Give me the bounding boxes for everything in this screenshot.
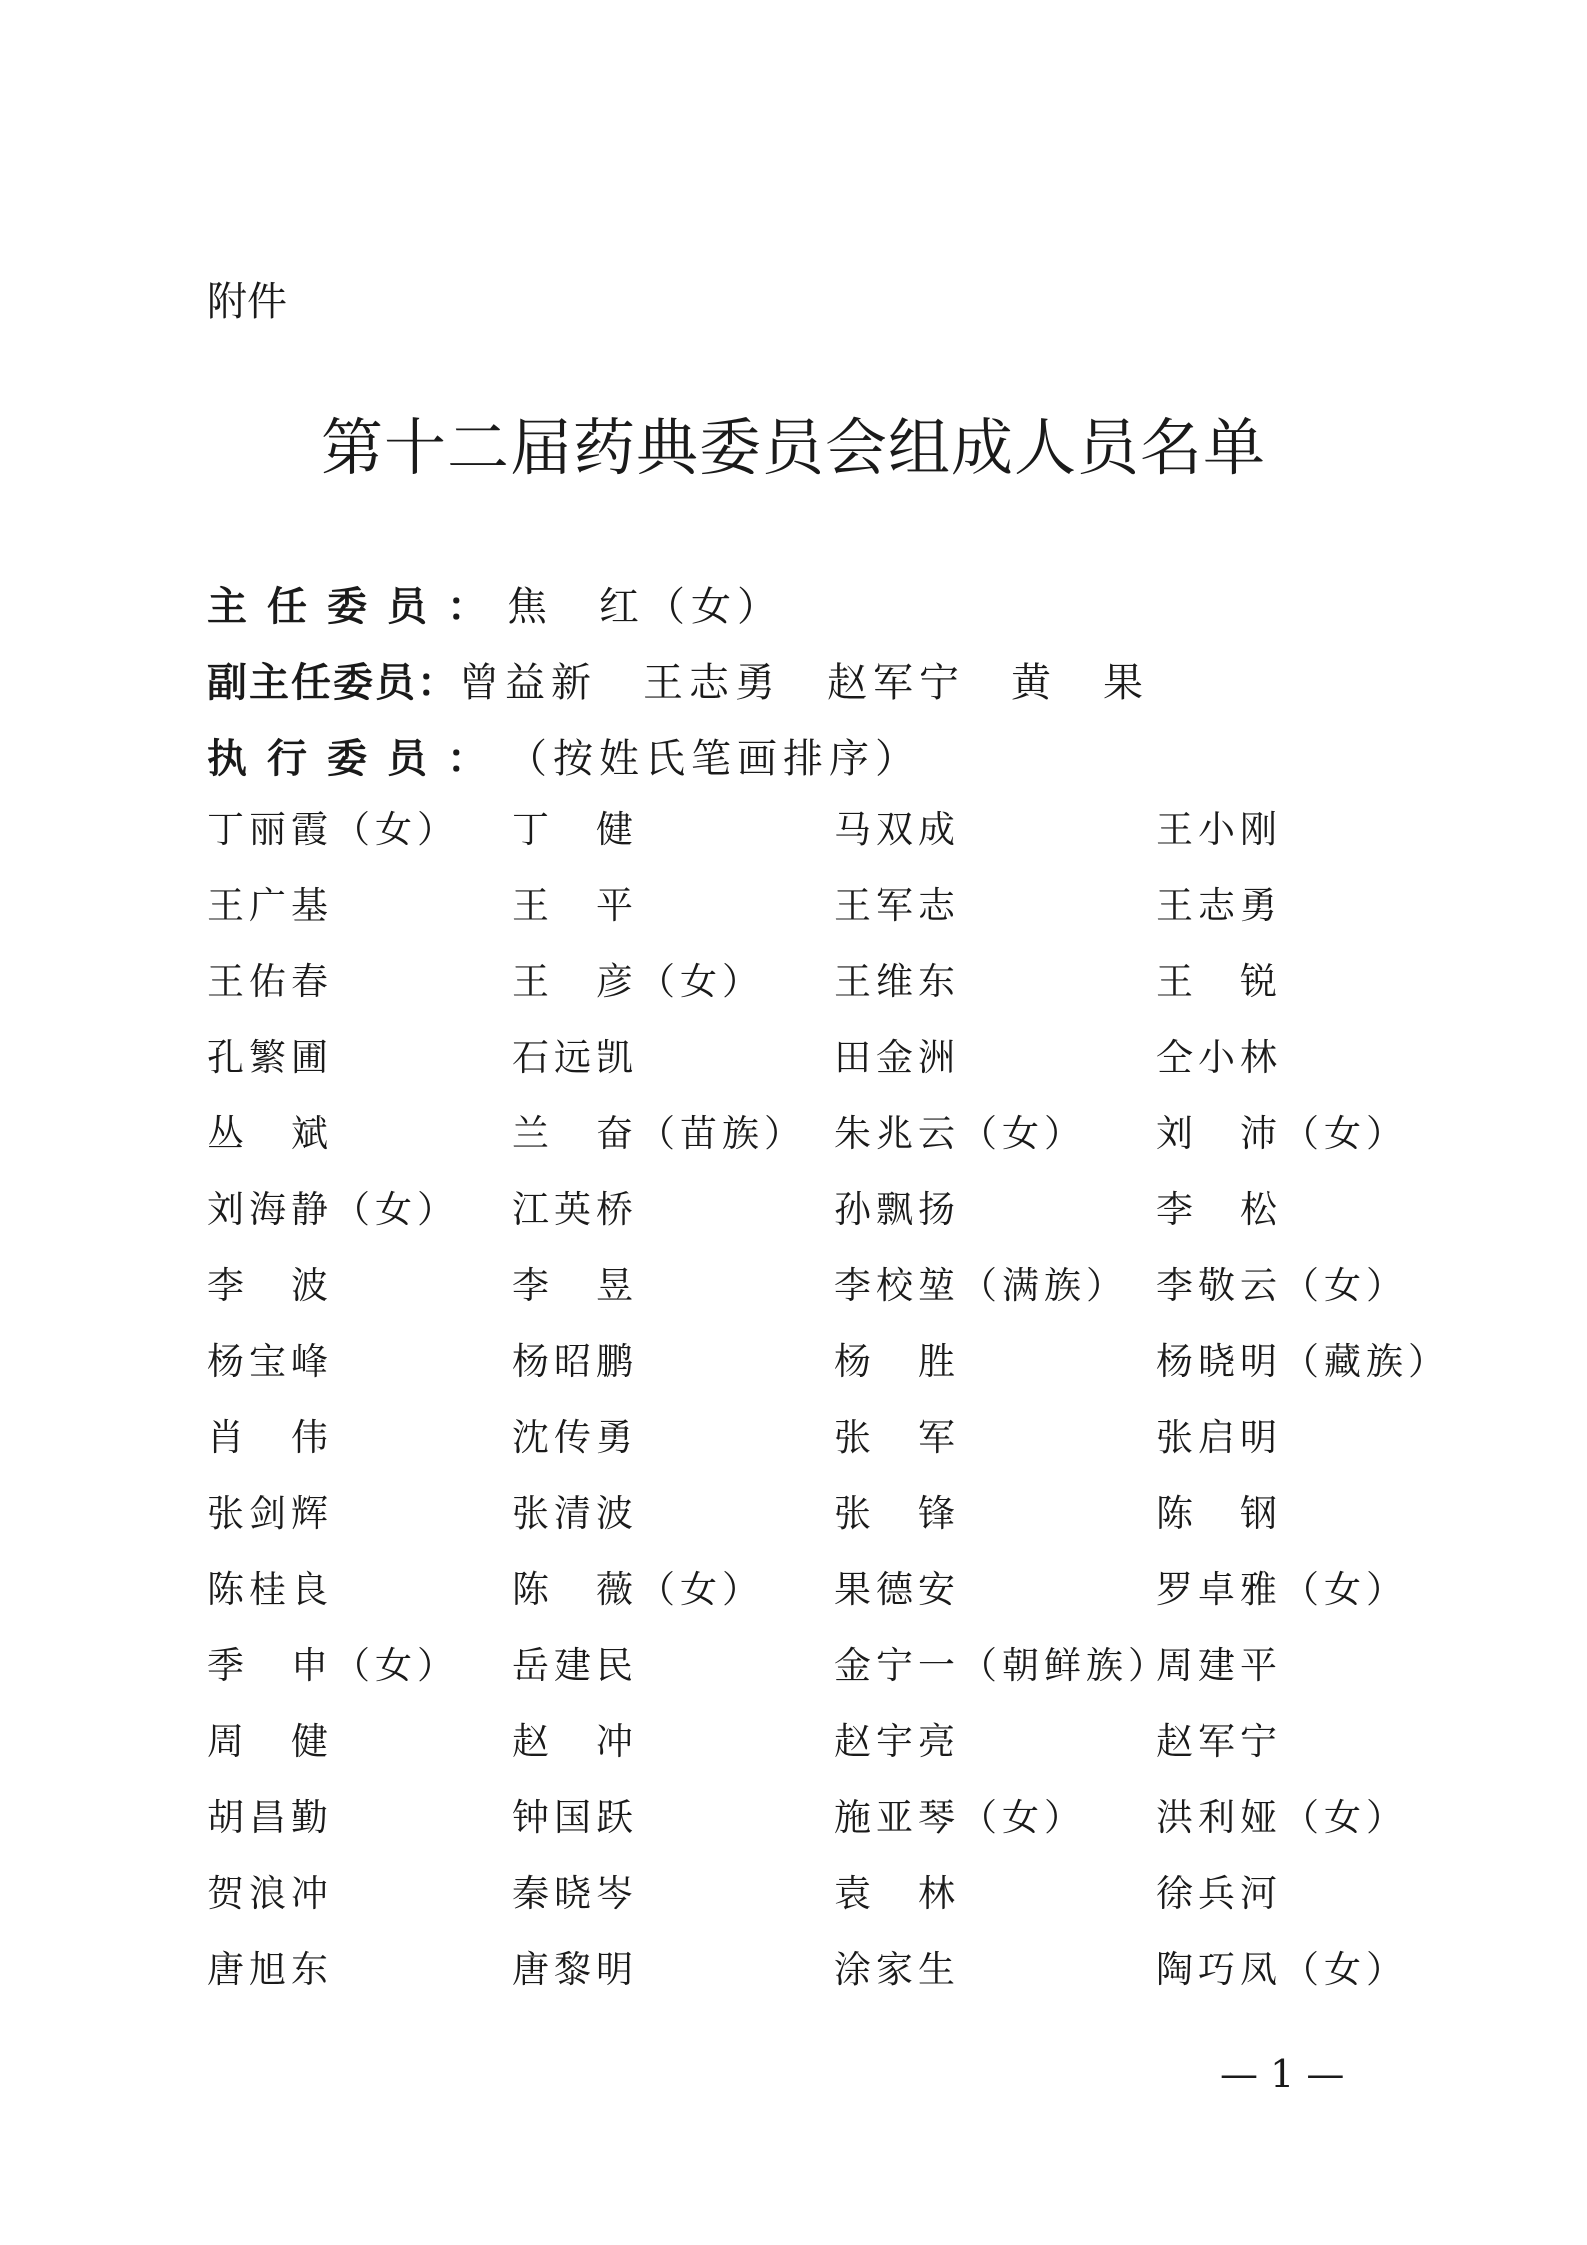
chair-line <box>207 565 1149 641</box>
member-name: 金宁一（朝鲜族） <box>834 1644 1170 1687</box>
member-name: 田金洲 <box>834 1036 960 1079</box>
member-name: 丁 健 <box>512 808 638 851</box>
member-name: 赵宇亮 <box>834 1720 960 1763</box>
member-name: 陶巧凤（女） <box>1156 1948 1408 1991</box>
member-name: 赵军宁 <box>1156 1720 1282 1763</box>
member-name: 果德安 <box>834 1568 960 1611</box>
attachment-label: 附件 <box>207 279 287 325</box>
member-name: 王维东 <box>834 960 960 1003</box>
member-name: 周 健 <box>207 1720 333 1763</box>
member-name: 马双成 <box>834 808 960 851</box>
member-name: 王 彦（女） <box>512 960 764 1003</box>
member-name: 贺浪冲 <box>207 1872 333 1915</box>
member-name: 张清波 <box>512 1492 638 1535</box>
chair-label: 主任委员： <box>207 583 507 630</box>
member-name: 张启明 <box>1156 1416 1282 1459</box>
vice-chair-value: 曾益新 王志勇 赵军宁 黄 果 <box>459 659 1149 706</box>
page-number: — 1 — <box>1220 2052 1345 2096</box>
member-name: 刘海静（女） <box>207 1188 459 1231</box>
member-name: 王广基 <box>207 884 333 927</box>
member-name: 王 平 <box>512 884 638 927</box>
member-list <box>207 792 1456 2008</box>
member-name: 王小刚 <box>1156 808 1282 851</box>
member-name: 张剑辉 <box>207 1492 333 1535</box>
member-name: 江英桥 <box>512 1188 638 1231</box>
member-name: 李 松 <box>1156 1188 1282 1231</box>
member-name: 王 锐 <box>1156 960 1282 1003</box>
member-name: 张 军 <box>834 1416 960 1459</box>
member-name: 唐黎明 <box>512 1948 638 1991</box>
member-name: 朱兆云（女） <box>834 1112 1086 1155</box>
executive-line <box>207 717 1149 793</box>
member-name: 杨宝峰 <box>207 1340 333 1383</box>
member-name: 丁丽霞（女） <box>207 808 459 851</box>
member-name: 陈桂良 <box>207 1568 333 1611</box>
member-name: 季 申（女） <box>207 1644 459 1687</box>
member-name: 张 锋 <box>834 1492 960 1535</box>
member-name: 石远凯 <box>512 1036 638 1079</box>
member-name: 赵 冲 <box>512 1720 638 1763</box>
member-name: 刘 沛（女） <box>1156 1112 1408 1155</box>
member-name: 杨昭鹏 <box>512 1340 638 1383</box>
member-name: 秦晓岑 <box>512 1872 638 1915</box>
member-name: 施亚琴（女） <box>834 1796 1086 1839</box>
member-name: 袁 林 <box>834 1872 960 1915</box>
member-name: 陈 薇（女） <box>512 1568 764 1611</box>
member-name: 王佑春 <box>207 960 333 1003</box>
member-name: 兰 奋（苗族） <box>512 1112 806 1155</box>
member-name: 王军志 <box>834 884 960 927</box>
member-name: 孔繁圃 <box>207 1036 333 1079</box>
member-name: 仝小林 <box>1156 1036 1282 1079</box>
roles-section <box>207 565 1149 793</box>
member-name: 周建平 <box>1156 1644 1282 1687</box>
member-name: 王志勇 <box>1156 884 1282 927</box>
member-name: 李 波 <box>207 1264 333 1307</box>
member-name: 罗卓雅（女） <box>1156 1568 1408 1611</box>
member-name: 钟国跃 <box>512 1796 638 1839</box>
member-name: 陈 钢 <box>1156 1492 1282 1535</box>
document-title: 第十二届药典委员会组成人员名单 <box>320 411 1266 484</box>
member-name: 胡昌勤 <box>207 1796 333 1839</box>
member-name: 李校堃（满族） <box>834 1264 1128 1307</box>
member-name: 李敬云（女） <box>1156 1264 1408 1307</box>
member-name: 丛 斌 <box>207 1112 333 1155</box>
member-name: 唐旭东 <box>207 1948 333 1991</box>
member-name: 李 昱 <box>512 1264 638 1307</box>
member-name: 孙飘扬 <box>834 1188 960 1231</box>
vice-chair-label: 副主任委员： <box>207 659 459 706</box>
member-name: 沈传勇 <box>512 1416 638 1459</box>
executive-label: 执行委员： <box>207 735 507 782</box>
executive-note: （按姓氏笔画排序） <box>507 735 921 782</box>
member-name: 杨 胜 <box>834 1340 960 1383</box>
member-name: 岳建民 <box>512 1644 638 1687</box>
chair-value: 焦 红（女） <box>507 583 783 630</box>
member-name: 洪利娅（女） <box>1156 1796 1408 1839</box>
member-name: 杨晓明（藏族） <box>1156 1340 1450 1383</box>
member-name: 肖 伟 <box>207 1416 333 1459</box>
member-name: 涂家生 <box>834 1948 960 1991</box>
member-name: 徐兵河 <box>1156 1872 1282 1915</box>
vice-chair-line <box>207 641 1149 717</box>
